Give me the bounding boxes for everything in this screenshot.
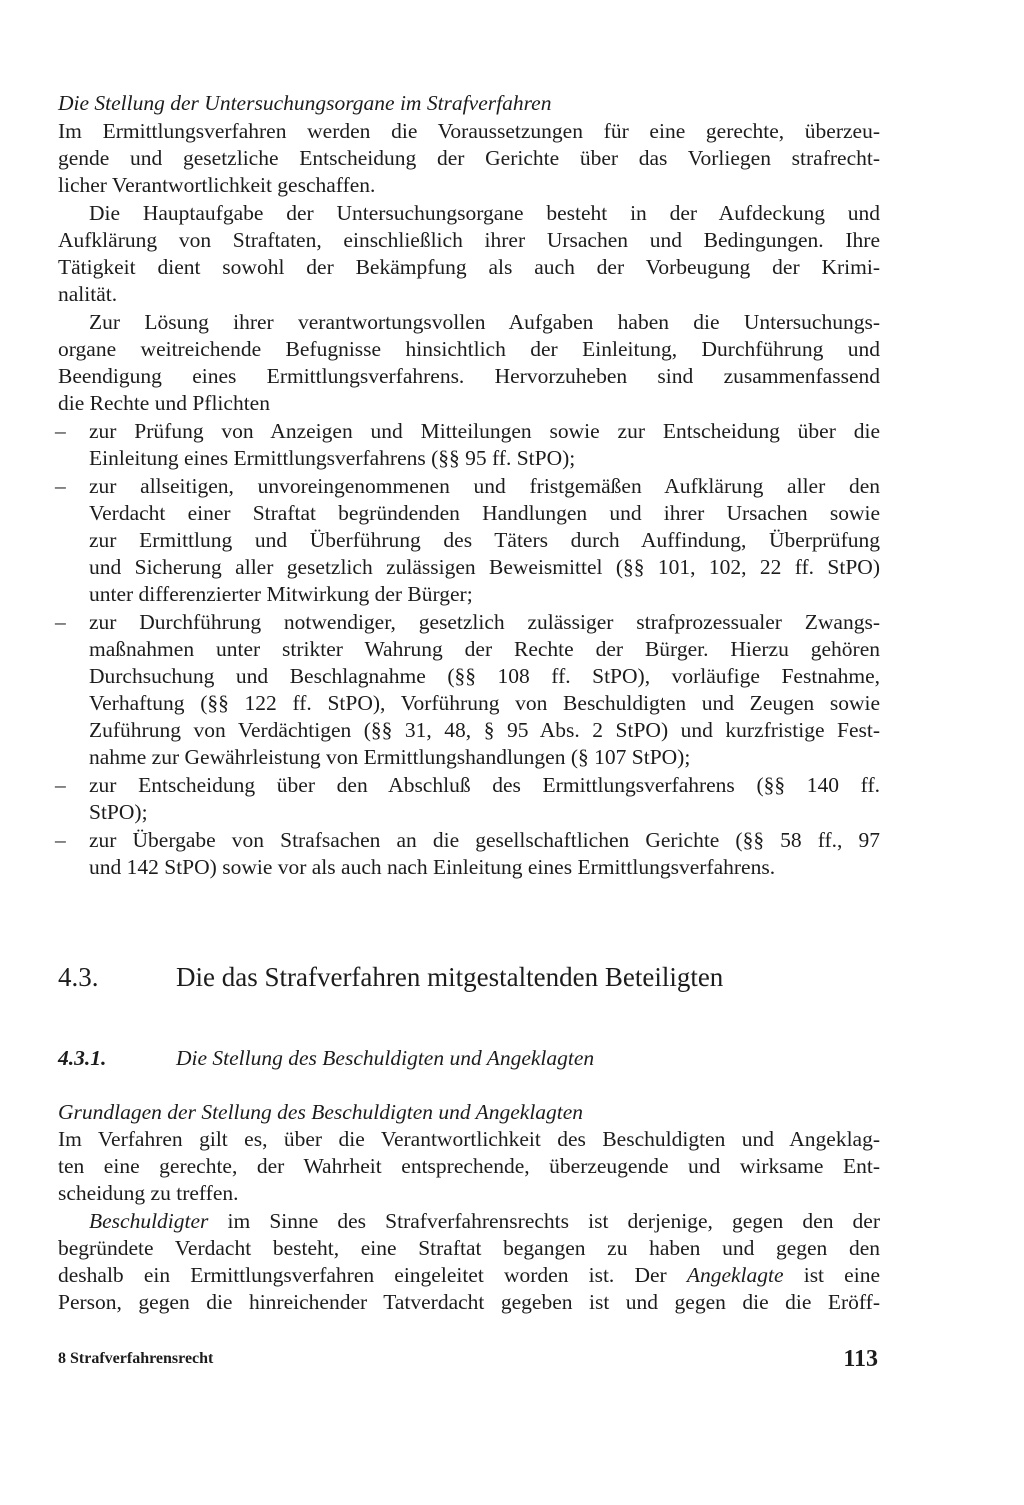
paragraph-line: Person, gegen die hinreichender Tatverdacht gegeben ist und gegen die die Eröff- [58,1290,880,1314]
list-item-line: StPO); [89,800,148,824]
paragraph-line [58,1262,880,1289]
list-dash: – [55,610,66,634]
list-item-line: Einleitung eines Ermittlungsverfahrens (§§ 95 ff. StPO); [89,446,576,470]
paragraph-line [89,1208,880,1235]
text-span: im Sinne des Strafverfahrensrechts ist derjenige, gegen den der [208,1209,880,1233]
paragraph-line: Im Ermittlungsverfahren werden die Voraussetzungen für eine gerechte, überzeu- [58,119,880,143]
list-item-line: Verhaftung (§§ 122 ff. StPO), Vorführung von Beschuldigten und Zeugen sowie [89,691,880,715]
list-item-line: Durchsuchung und Beschlagnahme (§§ 108 ff. StPO), vorläufige Festnahme, [89,664,880,688]
list-item-line: und 142 StPO) sowie vor als auch nach Einleitung eines Ermittlungsverfahrens. [89,855,776,879]
list-dash: – [55,474,66,498]
list-item-line: zur Ermittlung und Überführung des Täters durch Auffindung, Überprüfung [89,528,880,552]
paragraph-line: Die Hauptaufgabe der Untersuchungsorgane besteht in der Aufdeckung und [89,201,880,225]
list-dash: – [55,828,66,852]
paragraph-line: gende und gesetzliche Entscheidung der Gerichte über das Vorliegen strafrecht- [58,146,880,170]
subsection-heading: Die Stellung der Untersuchungsorgane im Strafverfahren [58,91,552,115]
subsection-heading: Grundlagen der Stellung des Beschuldigten und Angeklagten [58,1100,584,1124]
list-item-line: Zuführung von Verdächtigen (§§ 31, 48, § 95 Abs. 2 StPO) und kurzfristige Fest- [89,718,880,742]
paragraph-line: Tätigkeit dient sowohl der Bekämpfung als auch der Vorbeugung der Krimi- [58,255,880,279]
list-item-line: zur Entscheidung über den Abschluß des Ermittlungsverfahrens (§§ 140 ff. [89,773,880,797]
paragraph-line: Im Verfahren gilt es, über die Verantwortlichkeit des Beschuldigten und Angeklag- [58,1127,880,1151]
paragraph-line: nalität. [58,282,118,306]
subsection-number: 4.3.1. [58,1046,107,1070]
section-number: 4.3. [58,962,99,992]
paragraph-line: begründete Verdacht besteht, eine Straftat begangen zu haben und gegen den [58,1236,880,1260]
paragraph-line: Beendigung eines Ermittlungsverfahrens. Hervorzuheben sind zusammenfassend [58,364,880,388]
subsection-title: Die Stellung des Beschuldigten und Angeklagten [176,1046,595,1070]
section-title: Die das Strafverfahren mitgestaltenden Beteiligten [176,962,724,992]
paragraph-line: Zur Lösung ihrer verantwortungsvollen Aufgaben haben die Untersuchungs- [89,310,880,334]
text-span: ist eine [783,1263,880,1287]
term-angeklagte: Angeklagte [686,1263,784,1287]
list-dash: – [55,773,66,797]
paragraph-line: licher Verantwortlichkeit geschaffen. [58,173,376,197]
paragraph-line: organe weitreichende Befugnisse hinsichtlich der Einleitung, Durchführung und [58,337,880,361]
paragraph-line: scheidung zu treffen. [58,1181,239,1205]
list-item-line: nahme zur Gewährleistung von Ermittlungshandlungen (§ 107 StPO); [89,745,691,769]
list-item-line: zur Übergabe von Strafsachen an die gesellschaftlichen Gerichte (§§ 58 ff., 97 [89,828,880,852]
page-number: 113 [843,1346,878,1372]
paragraph-line: Aufklärung von Straftaten, einschließlich ihrer Ursachen und Bedingungen. Ihre [58,228,880,252]
list-item-line: maßnahmen unter strikter Wahrung der Rechte der Bürger. Hierzu gehören [89,637,880,661]
list-item-line: und Sicherung aller gesetzlich zulässigen Beweismittel (§§ 101, 102, 22 ff. StPO) [89,555,880,579]
paragraph-line: ten eine gerechte, der Wahrheit entsprechende, überzeugende und wirksame Ent- [58,1154,880,1178]
list-item-line: unter differenzierter Mitwirkung der Bürger; [89,582,473,606]
text-span: deshalb ein Ermittlungsverfahren eingeleitet worden ist. Der [58,1263,687,1287]
list-item-line: Verdacht einer Straftat begründenden Handlungen und ihrer Ursachen sowie [89,501,880,525]
signature-mark: 8 Strafverfahrensrecht [58,1350,214,1367]
term-beschuldigter: Beschuldigter [89,1209,209,1233]
list-item-line: zur Durchführung notwendiger, gesetzlich zulässiger strafprozessualer Zwangs- [89,610,880,634]
list-item-line: zur Prüfung von Anzeigen und Mitteilungen sowie zur Entscheidung über die [89,419,880,443]
paragraph-line: die Rechte und Pflichten [58,391,270,415]
list-dash: – [55,419,66,443]
list-item-line: zur allseitigen, unvoreingenommenen und fristgemäßen Aufklärung aller den [89,474,880,498]
